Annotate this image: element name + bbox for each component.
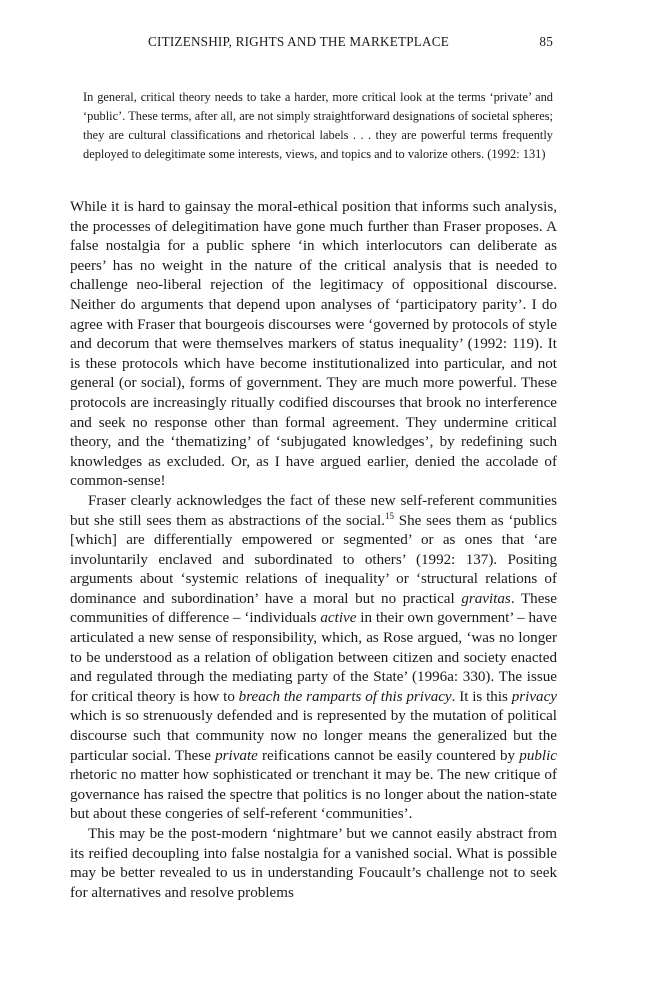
- body-text: [70, 198, 557, 903]
- paragraph: While it is hard to gainsay the moral-ethical position that informs such analysis, the processes of delegitimation have gone much further than Fraser proposes. A false nostalgia for a public sphere ‘in which interlocutors can deliberate as peers’ has no weight in the nature of the critical analysis that is needed to challenge neo-liberal rejection of the legitimacy of oppositional discourse. Neither do arguments that depend upon analyses of ‘participatory parity’. I do agree with Fraser that bourgeois discourses were ‘governed by protocols of style and decorum that were themselves markers of status inequality’ (1992: 119). It is these protocols which have become institutionalized into particular, and not general (or social), forms of government. They are much more powerful. These protocols are increasingly ritually codified discourses that brook no interference and seek no response other than formal agreement. They undermine critical theory, and the ‘thematizing’ of ‘subjugated knowledges’, by redefining such knowledges as excluded. Or, as I have argued earlier, denied the accolade of common-sense!: [70, 199, 557, 490]
- paragraph: [70, 492, 557, 825]
- running-head-title: CITIZENSHIP, RIGHTS AND THE MARKETPLACE: [148, 34, 449, 49]
- text-run: . It is this: [451, 688, 512, 705]
- italic-phrase: breach the ramparts of this privacy: [238, 688, 452, 705]
- text-run: which is so strenuously defended and is represented by the mutation of political discourse such that community now no longer means the generalized but the particular social. These: [70, 708, 557, 764]
- text-run: . These communities of difference – ‘individuals: [70, 590, 557, 627]
- text-run: She sees them as ‘publics [which] are differentially empowered or segmented’ or as ones that ‘are involuntarily enclaved and subordinated to others’ (1992: 137). Positing arguments about ‘systemic relations of inequality’ or ‘structural relations of dominance and subordination’ have a moral but no practical: [70, 512, 557, 607]
- italic-term: gravitas: [461, 590, 511, 607]
- italic-term: private: [215, 747, 258, 764]
- text-run: Fraser clearly acknowledges the fact of these new self-referent communities but she still sees them as abstractions of the social.: [70, 492, 557, 529]
- italic-term: active: [320, 610, 357, 627]
- paragraph: This may be the post-modern ‘nightmare’ but we cannot easily abstract from its reified decoupling into false nostalgia for a vanished social. What is possible may be better revealed to us in understanding Foucault’s challenge not to seek for alternatives and resolve problems: [70, 826, 557, 901]
- text-run: reifications cannot be easily countered by: [257, 747, 520, 764]
- italic-term: public: [519, 747, 557, 764]
- text-run: in their own government’ – have articulated a new sense of responsibility, which, as Rose argued, ‘was no longer to be understood as a relation of obligation between citizen and society enacted and regulated through the mediating party of the State’ (1996a: 330). The issue for critical theory is how to: [70, 610, 557, 705]
- footnote-reference[interactable]: 15: [384, 510, 394, 521]
- block-quote: In general, critical theory needs to take a harder, more critical look at the terms ‘private’ and ‘public’. These terms, after all, are not simply straightforward designations of societal spheres; they are cultural classifications and rhetorical labels . . . they are powerful terms frequently deployed to delegitimate some interests, views, and topics and to valorize others. (1992: 131): [83, 90, 553, 161]
- italic-term: privacy: [511, 688, 557, 705]
- page-number: 85: [539, 34, 553, 49]
- text-run: rhetoric no matter how sophisticated or trenchant it may be. The new critique of governance has raised the spectre that politics is no longer about the nation-state but about these congeries of self-referent ‘communities’.: [70, 767, 557, 823]
